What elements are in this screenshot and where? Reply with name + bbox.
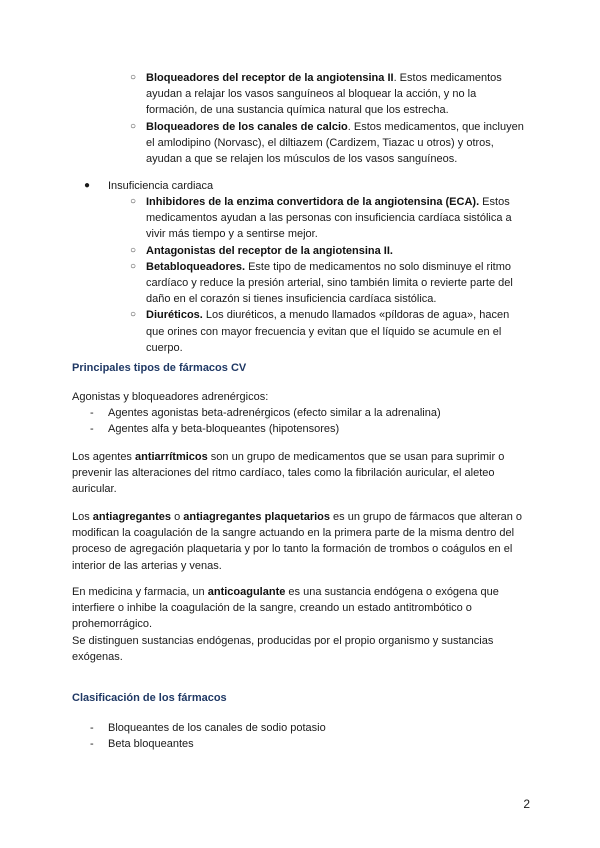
sublist-heart-failure	[130, 194, 528, 356]
clasificacion-list	[90, 720, 528, 752]
agonistas-section: Agonistas y bloqueadores adrenérgicos: - Agentes agonistas beta-adrenérgicos (efecto similar a la adrenalina) - Agentes alfa y beta-bloqueantes (hipotensores)	[72, 389, 532, 438]
circle-bullet-icon: ○	[130, 260, 137, 272]
list-item: ○ Inhibidores de la enzima convertidora de la angiotensina (ECA). Estos medicamentos ayudan a las personas con insuficiencia cardíaca sistólica a vivir más tiempo y a sentirse mejor.	[130, 196, 512, 241]
circle-bullet-icon: ○	[130, 309, 137, 321]
page-number: 2	[523, 797, 530, 811]
circle-bullet-icon: ○	[130, 120, 137, 132]
list-item: ○ Antagonistas del receptor de la angiotensina II.	[146, 243, 528, 259]
paragraph-antiagregantes: Los antiagregantes o antiagregantes plaquetarios es un grupo de fármacos que alteran o modifican la coagulación de la sangre actuando en la primera parte de la misma dentro del proceso de agregación plaquetaria y por lo tanto la formación de trombos o coágulos en el interior de las arterias y venas.	[72, 511, 523, 572]
circle-bullet-icon: ○	[130, 196, 137, 207]
section-heading-cv: Principales tipos de fármacos CV	[72, 362, 247, 374]
paragraph-anticoagulante: En medicina y farmacia, un anticoagulante es una sustancia endógena o exógena que interfiere o inhibe la coagulación de la sangre, creando un estado antitrombótico o prohemorrágico. Se distinguen sustancias endógenas, producidas por el propio organismo y sustancias exógenas.	[72, 586, 499, 663]
sublist-hypertension	[130, 70, 528, 167]
circle-bullet-icon: ○	[130, 244, 137, 256]
paragraph-antiarritmicos: Los agentes antiarrítmicos son un grupo de medicamentos que se usan para suprimir o prevenir las alteraciones del ritmo cardíaco, tales como la fibrilación auricular, el aleteo auricular.	[72, 451, 505, 496]
list-item: - Bloqueantes de los canales de sodio potasio	[90, 722, 326, 734]
list-item: ○ Bloqueadores de los canales de calcio. Estos medicamentos, que incluyen el amlodipino (Norvasc), el diltiazem (Cardizem, Tiazac u otros) y otros, ayudan a que se relajen los músculos de los vasos sanguíneos.	[130, 120, 524, 166]
list-item: ○ Bloqueadores del receptor de la angiotensina II. Estos medicamentos ayudan a relajar los vasos sanguíneos al bloquear la acción, y no la formación, de una sustancia química natural que los estrecha.	[130, 72, 502, 117]
bullet-heart-failure: ● Insuficiencia cardiaca	[108, 178, 528, 194]
list-item: ○ Diuréticos. Los diuréticos, a menudo llamados «píldoras de agua», hacen que orines con mayor frecuencia y evitan que el líquido se acumule en el cuerpo.	[130, 309, 510, 354]
list-item: - Agentes agonistas beta-adrenérgicos (efecto similar a la adrenalina)	[90, 407, 441, 420]
list-item: ○ Betabloqueadores. Este tipo de medicamentos no solo disminuye el ritmo cardíaco y reduce la presión arterial, sino también limita o revierte parte del daño en el corazón si tienes insuficiencia cardíaca sistólica.	[130, 260, 513, 306]
section-heading-clasificacion: Clasificación de los fármacos	[72, 692, 227, 704]
list-item: - Agentes alfa y beta-bloqueantes (hipotensores)	[90, 423, 340, 436]
bullet-dot-icon: ●	[84, 180, 91, 191]
list-item: - Beta bloqueantes	[90, 738, 194, 751]
circle-bullet-icon: ○	[130, 72, 137, 83]
